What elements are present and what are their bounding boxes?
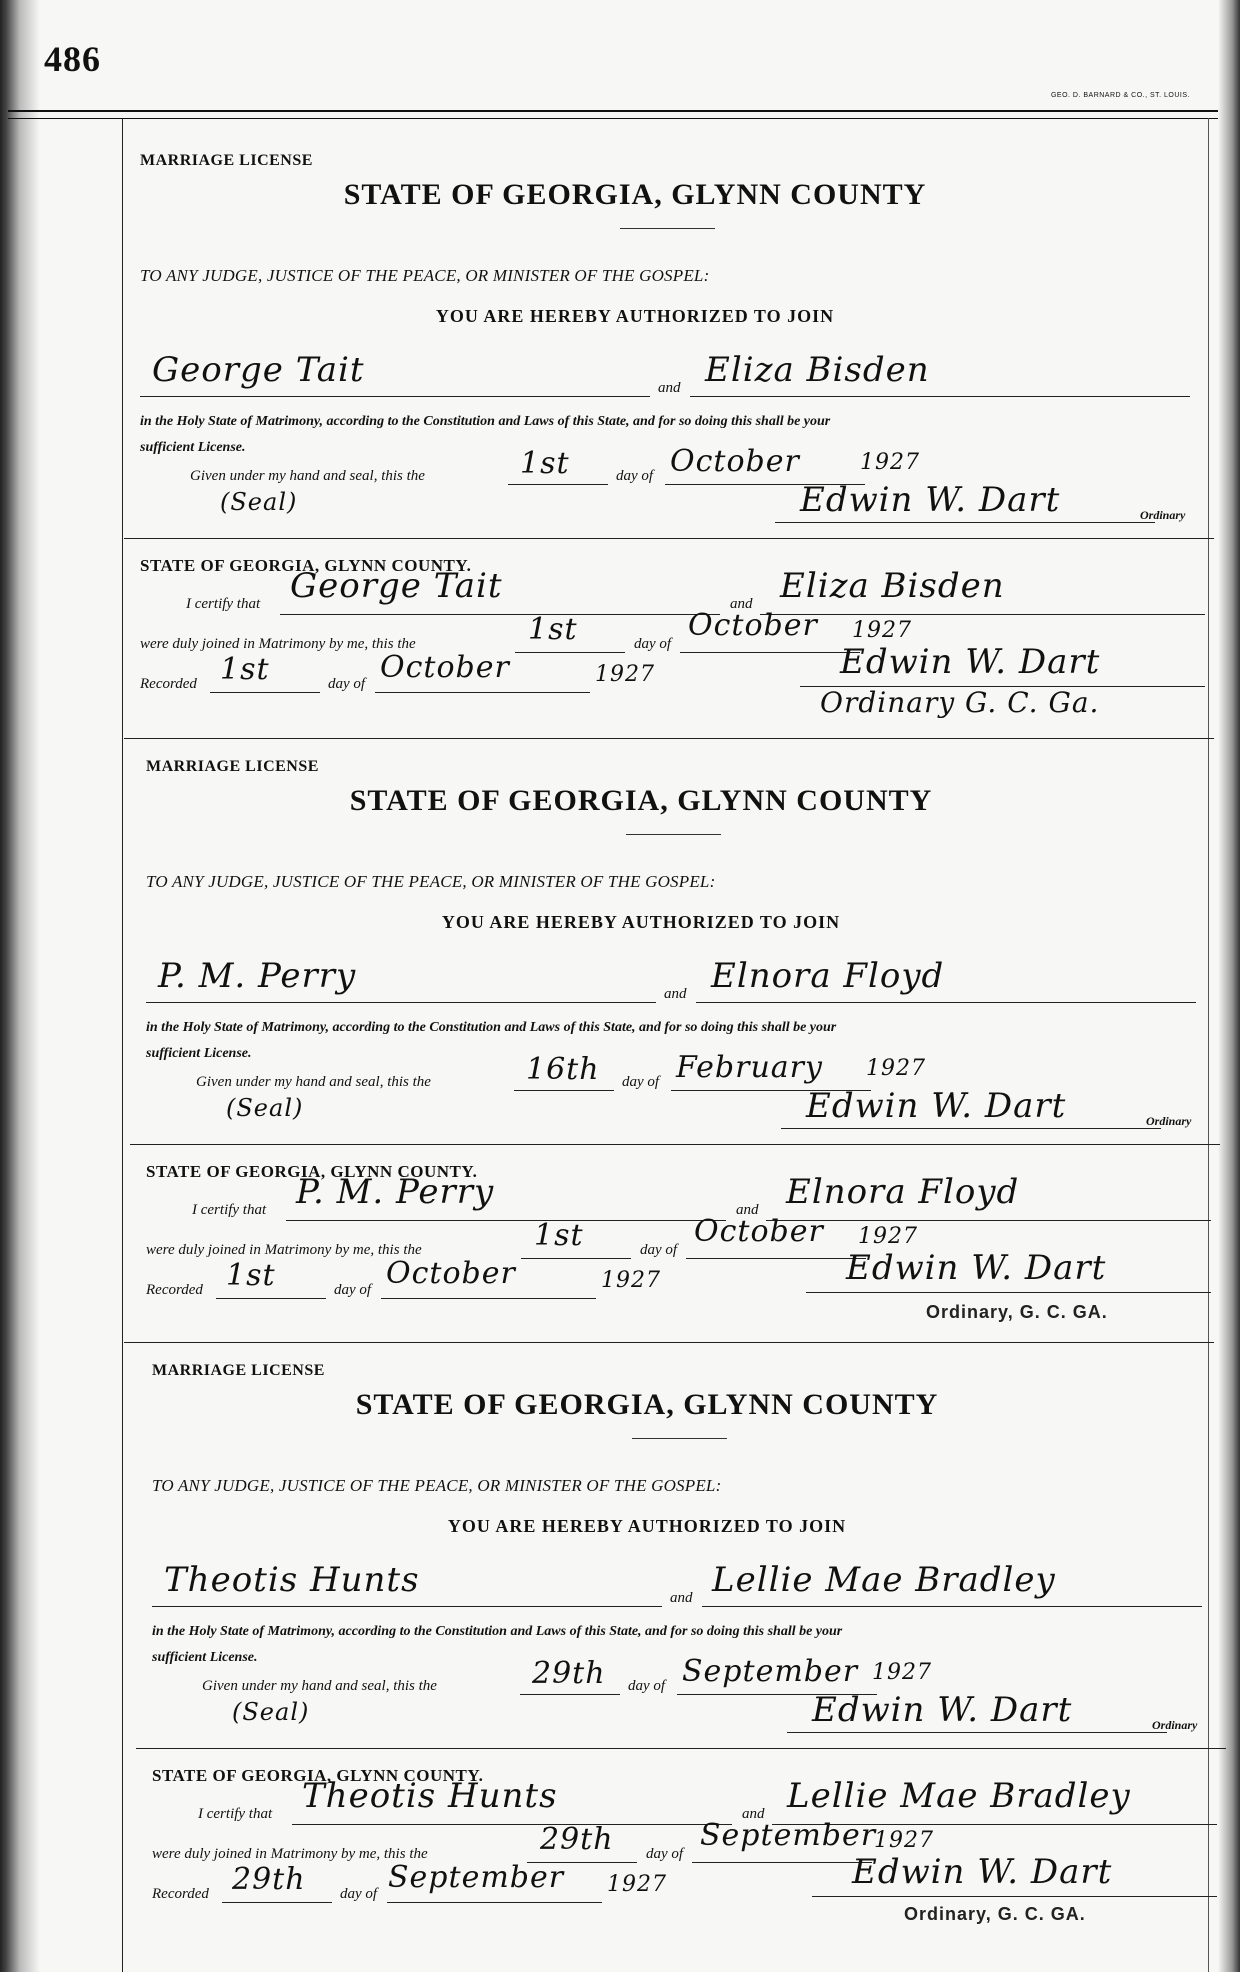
married-month-line — [680, 652, 860, 653]
bride-name: Lellie Mae Bradley — [712, 1560, 1056, 1600]
ordinary-signature: Edwin W. Dart — [806, 1086, 1067, 1126]
married-month: September — [700, 1818, 877, 1853]
recorded-month-line — [375, 692, 590, 693]
married-year: 1927 — [874, 1828, 934, 1853]
given-under-text: Given under my hand and seal, this the — [196, 1074, 431, 1090]
cert-groom-line — [286, 1220, 726, 1221]
issued-day: 29th — [532, 1656, 606, 1691]
cert-and: and — [730, 596, 753, 612]
binding-shadow — [0, 0, 40, 1972]
recorded-month: October — [380, 650, 510, 685]
seal-mark: (Seal) — [232, 1698, 310, 1726]
printer-imprint: GEO. D. BARNARD & CO., ST. LOUIS. — [1050, 92, 1190, 99]
license-title: STATE OF GEORGIA, GLYNN COUNTY — [349, 784, 933, 817]
license-label: MARRIAGE LICENSE — [152, 1362, 325, 1379]
recorded-day-of: day of — [334, 1282, 372, 1298]
authorized-line: YOU ARE HEREBY AUTHORIZED TO JOIN — [441, 912, 841, 932]
cert-and: and — [736, 1202, 759, 1218]
duly-joined-text: were duly joined in Matrimony by me, this the — [152, 1846, 428, 1862]
cert-groom: P. M. Perry — [296, 1172, 495, 1212]
recorded-day: 1st — [220, 652, 270, 687]
issued-day-line — [508, 484, 608, 485]
married-month-line — [692, 1862, 872, 1863]
certificate-separator — [124, 538, 1214, 539]
title-rule — [626, 834, 721, 835]
recorded-year: 1927 — [607, 1872, 667, 1897]
title-rule — [620, 228, 715, 229]
certificate-title: STATE OF GEORGIA, GLYNN COUNTY. — [152, 1766, 484, 1785]
cert-bride-line — [766, 1220, 1211, 1221]
signature-line — [787, 1732, 1167, 1733]
married-month: October — [694, 1214, 824, 1249]
certificate-title: STATE OF GEORGIA, GLYNN COUNTY. — [146, 1162, 478, 1181]
cert-groom-line — [280, 614, 720, 615]
recorded-day: 1st — [226, 1258, 276, 1293]
issued-year: 1927 — [866, 1056, 926, 1081]
license-label: MARRIAGE LICENSE — [140, 152, 313, 169]
recorded-text: Recorded — [146, 1282, 203, 1298]
married-day: 29th — [540, 1822, 614, 1857]
recorded-month: September — [388, 1860, 565, 1895]
recorded-day-line — [222, 1902, 332, 1903]
ordinary-label: Ordinary — [1152, 1718, 1198, 1732]
and-label: and — [664, 986, 687, 1002]
sufficient-text: sufficient License. — [152, 1650, 258, 1665]
recorded-day-of: day of — [328, 676, 366, 692]
recorded-day-of: day of — [340, 1886, 378, 1902]
matrimony-text: in the Holy State of Matrimony, according to the Constitution and Laws of this State, and for so doing this shall be your — [152, 1624, 843, 1639]
certificate-title: STATE OF GEORGIA, GLYNN COUNTY. — [140, 556, 472, 575]
married-day: 1st — [528, 612, 578, 647]
cert-groom: George Tait — [290, 566, 503, 606]
ordinary-signature: Edwin W. Dart — [800, 480, 1061, 520]
cert-groom: Theotis Hunts — [302, 1776, 558, 1816]
header-rule — [8, 110, 1218, 112]
cert-day-of: day of — [640, 1242, 678, 1258]
and-label: and — [670, 1590, 693, 1606]
issued-day-line — [520, 1694, 620, 1695]
day-of-text: day of — [628, 1678, 666, 1694]
left-margin-line — [122, 118, 123, 1972]
ordinary-stamp: Ordinary, G. C. GA. — [926, 1302, 1108, 1322]
bride-name: Elnora Floyd — [711, 956, 945, 996]
married-month-line — [686, 1258, 866, 1259]
recorded-year: 1927 — [601, 1268, 661, 1293]
married-day: 1st — [534, 1218, 584, 1253]
matrimony-text: in the Holy State of Matrimony, according to the Constitution and Laws of this State, and for so doing this shall be your — [140, 414, 831, 429]
recorded-day: 29th — [232, 1862, 306, 1897]
issued-year: 1927 — [872, 1660, 932, 1685]
groom-line — [140, 396, 650, 397]
issued-month: October — [670, 444, 800, 479]
ordinary-label: Ordinary — [1140, 508, 1186, 522]
recorded-month: October — [386, 1256, 516, 1291]
signature-line — [775, 522, 1155, 523]
license-label: MARRIAGE LICENSE — [146, 758, 319, 775]
cert-bride: Lellie Mae Bradley — [787, 1776, 1131, 1816]
duly-joined-text: were duly joined in Matrimony by me, this the — [140, 636, 416, 652]
bride-line — [702, 1606, 1202, 1607]
cert-day-of: day of — [646, 1846, 684, 1862]
cert-groom-line — [292, 1824, 732, 1825]
cert-signature: Edwin W. Dart — [840, 642, 1101, 682]
seal-mark: (Seal) — [226, 1094, 304, 1122]
issued-day-line — [514, 1090, 614, 1091]
ordinary-label: Ordinary — [1146, 1114, 1192, 1128]
cert-and: and — [742, 1806, 765, 1822]
issued-day: 16th — [526, 1052, 600, 1087]
license-record-3 — [152, 1328, 1220, 1933]
recorded-month-line — [387, 1902, 602, 1903]
bride-name: Eliza Bisden — [705, 350, 930, 390]
given-under-text: Given under my hand and seal, this the — [190, 468, 425, 484]
signature-line — [781, 1128, 1161, 1129]
ordinary-signature: Edwin W. Dart — [812, 1690, 1073, 1730]
title-rule — [632, 1438, 727, 1439]
address-line: TO ANY JUDGE, JUSTICE OF THE PEACE, OR MINISTER OF THE GOSPEL: — [152, 1476, 722, 1495]
bride-line — [696, 1002, 1196, 1003]
recorded-text: Recorded — [152, 1886, 209, 1902]
address-line: TO ANY JUDGE, JUSTICE OF THE PEACE, OR MINISTER OF THE GOSPEL: — [140, 266, 710, 285]
recorded-day-line — [210, 692, 320, 693]
cert-day-of: day of — [634, 636, 672, 652]
page-number: 486 — [44, 39, 101, 79]
cert-bride-line — [760, 614, 1205, 615]
issued-year: 1927 — [860, 450, 920, 475]
cert-signature: Edwin W. Dart — [846, 1248, 1107, 1288]
i-certify-text: I certify that — [198, 1806, 273, 1822]
certificate-separator — [130, 1144, 1220, 1145]
groom-line — [152, 1606, 662, 1607]
license-title: STATE OF GEORGIA, GLYNN COUNTY — [355, 1388, 939, 1421]
cert-signature-line — [800, 686, 1205, 687]
groom-name: George Tait — [152, 350, 365, 390]
i-certify-text: I certify that — [186, 596, 261, 612]
issued-day: 1st — [520, 446, 570, 481]
ordinary-stamp: Ordinary, G. C. GA. — [904, 1904, 1086, 1924]
married-day-line — [515, 652, 625, 653]
authorized-line: YOU ARE HEREBY AUTHORIZED TO JOIN — [447, 1516, 847, 1536]
groom-name: P. M. Perry — [158, 956, 357, 996]
license-record-2 — [146, 724, 1214, 1329]
cert-ordinary-handwritten: Ordinary G. C. Ga. — [820, 686, 1100, 719]
authorized-line: YOU ARE HEREBY AUTHORIZED TO JOIN — [435, 306, 835, 326]
day-of-text: day of — [616, 468, 654, 484]
and-label: and — [658, 380, 681, 396]
license-title: STATE OF GEORGIA, GLYNN COUNTY — [343, 178, 927, 211]
license-record-1 — [140, 118, 1208, 723]
married-year: 1927 — [858, 1224, 918, 1249]
given-under-text: Given under my hand and seal, this the — [202, 1678, 437, 1694]
bride-line — [690, 396, 1190, 397]
married-month: October — [688, 608, 818, 643]
cert-signature-line — [812, 1896, 1217, 1897]
groom-name: Theotis Hunts — [164, 1560, 420, 1600]
cert-signature: Edwin W. Dart — [852, 1852, 1113, 1892]
sufficient-text: sufficient License. — [146, 1046, 252, 1061]
cert-signature-line — [806, 1292, 1211, 1293]
seal-mark: (Seal) — [220, 488, 298, 516]
day-of-text: day of — [622, 1074, 660, 1090]
i-certify-text: I certify that — [192, 1202, 267, 1218]
page-edge-shadow — [1218, 0, 1240, 1972]
sufficient-text: sufficient License. — [140, 440, 246, 455]
groom-line — [146, 1002, 656, 1003]
issued-month: February — [676, 1050, 823, 1085]
matrimony-text: in the Holy State of Matrimony, according to the Constitution and Laws of this State, and for so doing this shall be your — [146, 1020, 837, 1035]
recorded-text: Recorded — [140, 676, 197, 692]
certificate-separator — [136, 1748, 1226, 1749]
cert-bride: Eliza Bisden — [780, 566, 1005, 606]
married-year: 1927 — [852, 618, 912, 643]
issued-month: September — [682, 1654, 859, 1689]
recorded-month-line — [381, 1298, 596, 1299]
recorded-year: 1927 — [595, 662, 655, 687]
cert-bride: Elnora Floyd — [786, 1172, 1020, 1212]
address-line: TO ANY JUDGE, JUSTICE OF THE PEACE, OR MINISTER OF THE GOSPEL: — [146, 872, 716, 891]
recorded-day-line — [216, 1298, 326, 1299]
duly-joined-text: were duly joined in Matrimony by me, this the — [146, 1242, 422, 1258]
married-day-line — [521, 1258, 631, 1259]
